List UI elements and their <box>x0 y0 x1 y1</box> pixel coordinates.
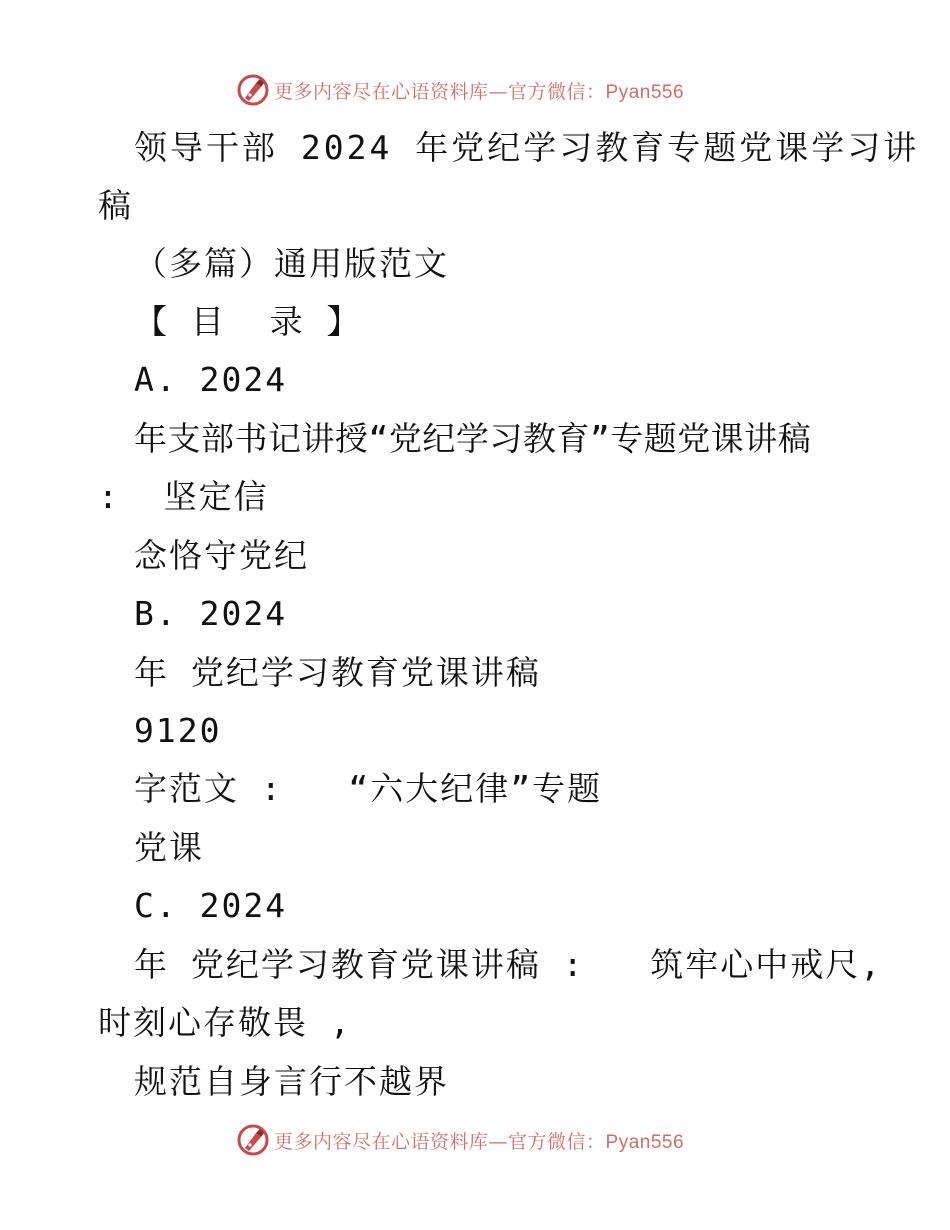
toc-item-a-label: A. 2024 <box>134 360 288 399</box>
toc-item-b-text: 字范文 : “六大纪律”专题 <box>134 769 603 808</box>
title-line-1: 领导干部 2024 年党纪学习教育专题党课学习讲 <box>134 128 920 167</box>
pen-nib-logo-icon <box>236 1123 270 1157</box>
toc-item-b-text: 年 党纪学习教育党课讲稿 <box>134 653 541 692</box>
footer-watermark <box>236 1122 716 1158</box>
title-line-2: 稿 <box>98 186 133 225</box>
watermark-text: 更多内容尽在心语资料库—官方微信： <box>274 1130 606 1153</box>
toc-item-c-text: 年 党纪学习教育党课讲稿 : 筑牢心中戒尺, <box>134 945 883 984</box>
toc-item-b-text: 9120 <box>134 711 222 750</box>
pen-nib-logo-icon <box>236 73 270 107</box>
toc-item-c-text: 时刻心存敬畏 , <box>98 1003 352 1042</box>
subtitle: （多篇）通用版范文 <box>134 244 449 283</box>
toc-heading: 【 目 录 】 <box>134 302 362 341</box>
header-watermark <box>236 72 716 108</box>
watermark-wechat-id: Pyan556 <box>605 81 685 103</box>
toc-item-c-label: C. 2024 <box>134 886 288 925</box>
toc-item-b-label: B. 2024 <box>134 594 288 633</box>
toc-item-b-text: 党课 <box>134 828 204 867</box>
watermark-wechat-id: Pyan556 <box>605 1131 685 1153</box>
watermark-text: 更多内容尽在心语资料库—官方微信： <box>274 80 606 103</box>
toc-item-c-text: 规范自身言行不越界 <box>134 1062 449 1101</box>
toc-item-a-text: 念恪守党纪 <box>134 536 309 575</box>
toc-item-a-text: : 坚定信 <box>98 477 269 516</box>
toc-item-a-text: 年支部书记讲授“党纪学习教育”专题党课讲稿 <box>134 419 812 458</box>
